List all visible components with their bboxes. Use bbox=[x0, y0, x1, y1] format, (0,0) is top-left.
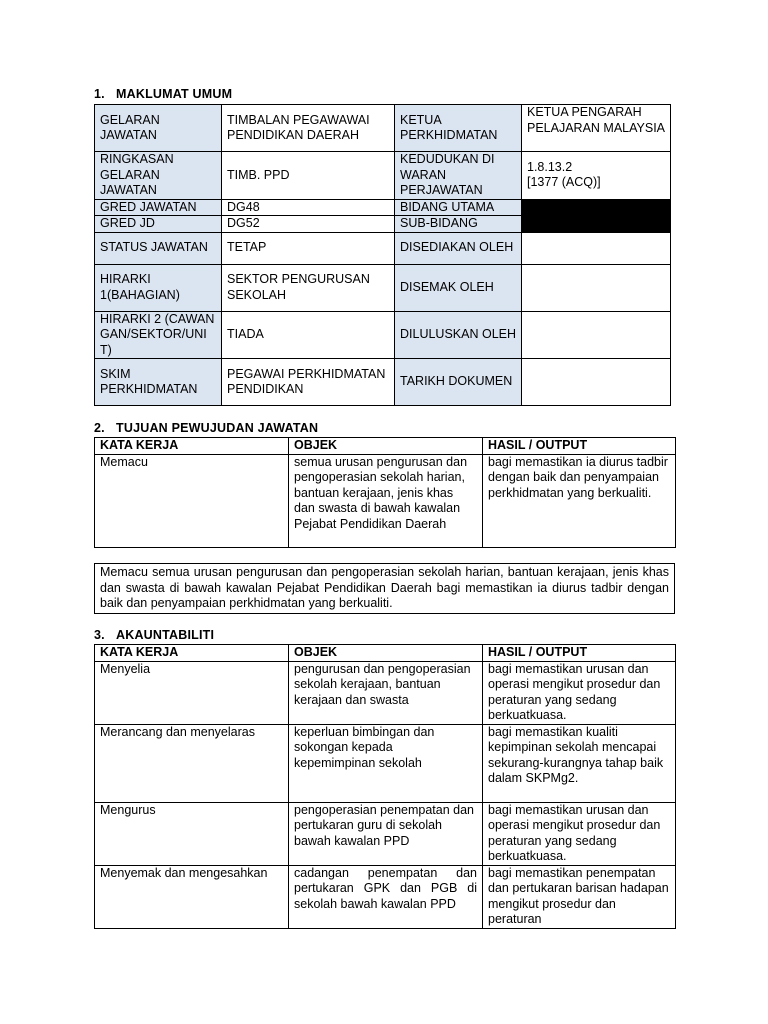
table-row bbox=[95, 216, 671, 233]
section-1-title bbox=[94, 87, 232, 101]
object-cell: semua urusan pengurusan dan pengoperasian sekolah harian, bantuan kerajaan, jenis khas dan swasta di bawah kawalan Pejabat Pendidikan Daerah bbox=[289, 454, 483, 547]
redacted-cell bbox=[522, 199, 671, 216]
label-cell: RINGKASAN GELARAN JAWATAN bbox=[95, 152, 222, 200]
value-cell: TIMB. PPD bbox=[222, 152, 395, 200]
label-cell: STATUS JAWATAN bbox=[95, 232, 222, 264]
section-1-heading: MAKLUMAT UMUM bbox=[116, 87, 233, 101]
table-row bbox=[95, 105, 671, 152]
label-cell: SKIM PERKHIDMATAN bbox=[95, 359, 222, 406]
general-info-table bbox=[94, 104, 671, 406]
label-cell: KEDUDUKAN DI WARAN PERJAWATAN bbox=[395, 152, 522, 200]
accountability-table bbox=[94, 644, 676, 929]
verb-cell: Merancang dan menyelaras bbox=[95, 724, 289, 802]
table-row bbox=[95, 661, 676, 724]
output-cell: bagi memastikan urusan dan operasi mengikut prosedur dan peraturan yang sedang berkuatkuasa. bbox=[483, 802, 676, 865]
value-cell: TIMBALAN PEGAWAWAI PENDIDIKAN DAERAH bbox=[222, 105, 395, 152]
section-2-title bbox=[94, 421, 318, 435]
verb-cell: Memacu bbox=[95, 454, 289, 547]
value-cell: DG48 bbox=[222, 199, 395, 216]
section-3-number: 3. bbox=[94, 628, 105, 642]
object-cell: keperluan bimbingan dan sokongan kepada kepemimpinan sekolah bbox=[289, 724, 483, 802]
table-row bbox=[95, 264, 671, 311]
column-header: KATA KERJA bbox=[95, 438, 289, 455]
purpose-table bbox=[94, 437, 676, 548]
label-cell: HIRARKI 1(BAHAGIAN) bbox=[95, 264, 222, 311]
table-row bbox=[95, 724, 676, 802]
section-2-heading: TUJUAN PEWUJUDAN JAWATAN bbox=[116, 421, 319, 435]
column-header: KATA KERJA bbox=[95, 645, 289, 662]
column-header: HASIL / OUTPUT bbox=[483, 438, 676, 455]
section-1-number: 1. bbox=[94, 87, 105, 101]
column-header: HASIL / OUTPUT bbox=[483, 645, 676, 662]
label-cell: DISEMAK OLEH bbox=[395, 264, 522, 311]
value-cell: PEGAWAI PERKHIDMATAN PENDIDIKAN bbox=[222, 359, 395, 406]
value-cell: TIADA bbox=[222, 311, 395, 359]
value-cell bbox=[522, 264, 671, 311]
value-cell: KETUA PENGARAH PELAJARAN MALAYSIA bbox=[522, 105, 671, 152]
table-row bbox=[95, 359, 671, 406]
table-row bbox=[95, 199, 671, 216]
label-cell: HIRARKI 2 (CAWANGAN/SEKTOR/UNIT) bbox=[95, 311, 222, 359]
value-cell bbox=[522, 232, 671, 264]
redacted-cell bbox=[522, 216, 671, 233]
table-row bbox=[95, 865, 676, 928]
section-3-heading: AKAUNTABILITI bbox=[116, 628, 215, 642]
label-cell: KETUA PERKHIDMATAN bbox=[395, 105, 522, 152]
label-cell: DISEDIAKAN OLEH bbox=[395, 232, 522, 264]
output-cell: bagi memastikan penempatan dan pertukaran barisan hadapan mengikut prosedur dan peraturan bbox=[483, 865, 676, 928]
value-cell: TETAP bbox=[222, 232, 395, 264]
label-cell: GRED JD bbox=[95, 216, 222, 233]
verb-cell: Menyemak dan mengesahkan bbox=[95, 865, 289, 928]
value-cell: SEKTOR PENGURUSAN SEKOLAH bbox=[222, 264, 395, 311]
label-cell: GELARAN JAWATAN bbox=[95, 105, 222, 152]
waran-code: 1.8.13.2 bbox=[527, 159, 573, 174]
section-2-number: 2. bbox=[94, 421, 105, 435]
value-cell bbox=[522, 359, 671, 406]
label-cell: SUB-BIDANG bbox=[395, 216, 522, 233]
output-cell: bagi memastikan ia diurus tadbir dengan baik dan penyampaian perkhidmatan yang berkualiti. bbox=[483, 454, 676, 547]
label-cell: TARIKH DOKUMEN bbox=[395, 359, 522, 406]
verb-cell: Menyelia bbox=[95, 661, 289, 724]
verb-cell: Mengurus bbox=[95, 802, 289, 865]
waran-subcode: [1377 (ACQ)] bbox=[527, 175, 601, 190]
column-header: OBJEK bbox=[289, 438, 483, 455]
object-cell: cadangan penempatan dan pertukaran GPK dan PGB di sekolah bawah kawalan PPD bbox=[289, 865, 483, 928]
object-cell: pengurusan dan pengoperasian sekolah kerajaan, bantuan kerajaan dan swasta bbox=[289, 661, 483, 724]
table-row bbox=[95, 311, 671, 359]
object-cell: pengoperasian penempatan dan pertukaran guru di sekolah bawah kawalan PPD bbox=[289, 802, 483, 865]
label-cell: GRED JAWATAN bbox=[95, 199, 222, 216]
table-row bbox=[95, 232, 671, 264]
column-header: OBJEK bbox=[289, 645, 483, 662]
section-3-title bbox=[94, 628, 214, 642]
output-cell: bagi memastikan urusan dan operasi mengikut prosedur dan peraturan yang sedang berkuatkuasa. bbox=[483, 661, 676, 724]
purpose-summary: Memacu semua urusan pengurusan dan pengoperasian sekolah harian, bantuan kerajaan, jenis khas dan swasta di bawah kawalan Pejabat Pendidikan Daerah bagi memastikan ia diurus tadbir dengan baik dan penyampaian perkhidmatan yang berkualiti. bbox=[94, 563, 675, 614]
value-cell bbox=[522, 311, 671, 359]
value-cell: DG52 bbox=[222, 216, 395, 233]
table-row bbox=[95, 454, 676, 547]
table-header-row bbox=[95, 645, 676, 662]
label-cell: DILULUSKAN OLEH bbox=[395, 311, 522, 359]
table-row bbox=[95, 802, 676, 865]
table-row bbox=[95, 152, 671, 200]
value-cell bbox=[522, 152, 671, 200]
table-header-row bbox=[95, 438, 676, 455]
output-cell: bagi memastikan kualiti kepimpinan sekolah mencapai sekurang-kurangnya tahap baik dalam SKPMg2. bbox=[483, 724, 676, 802]
label-cell: BIDANG UTAMA bbox=[395, 199, 522, 216]
